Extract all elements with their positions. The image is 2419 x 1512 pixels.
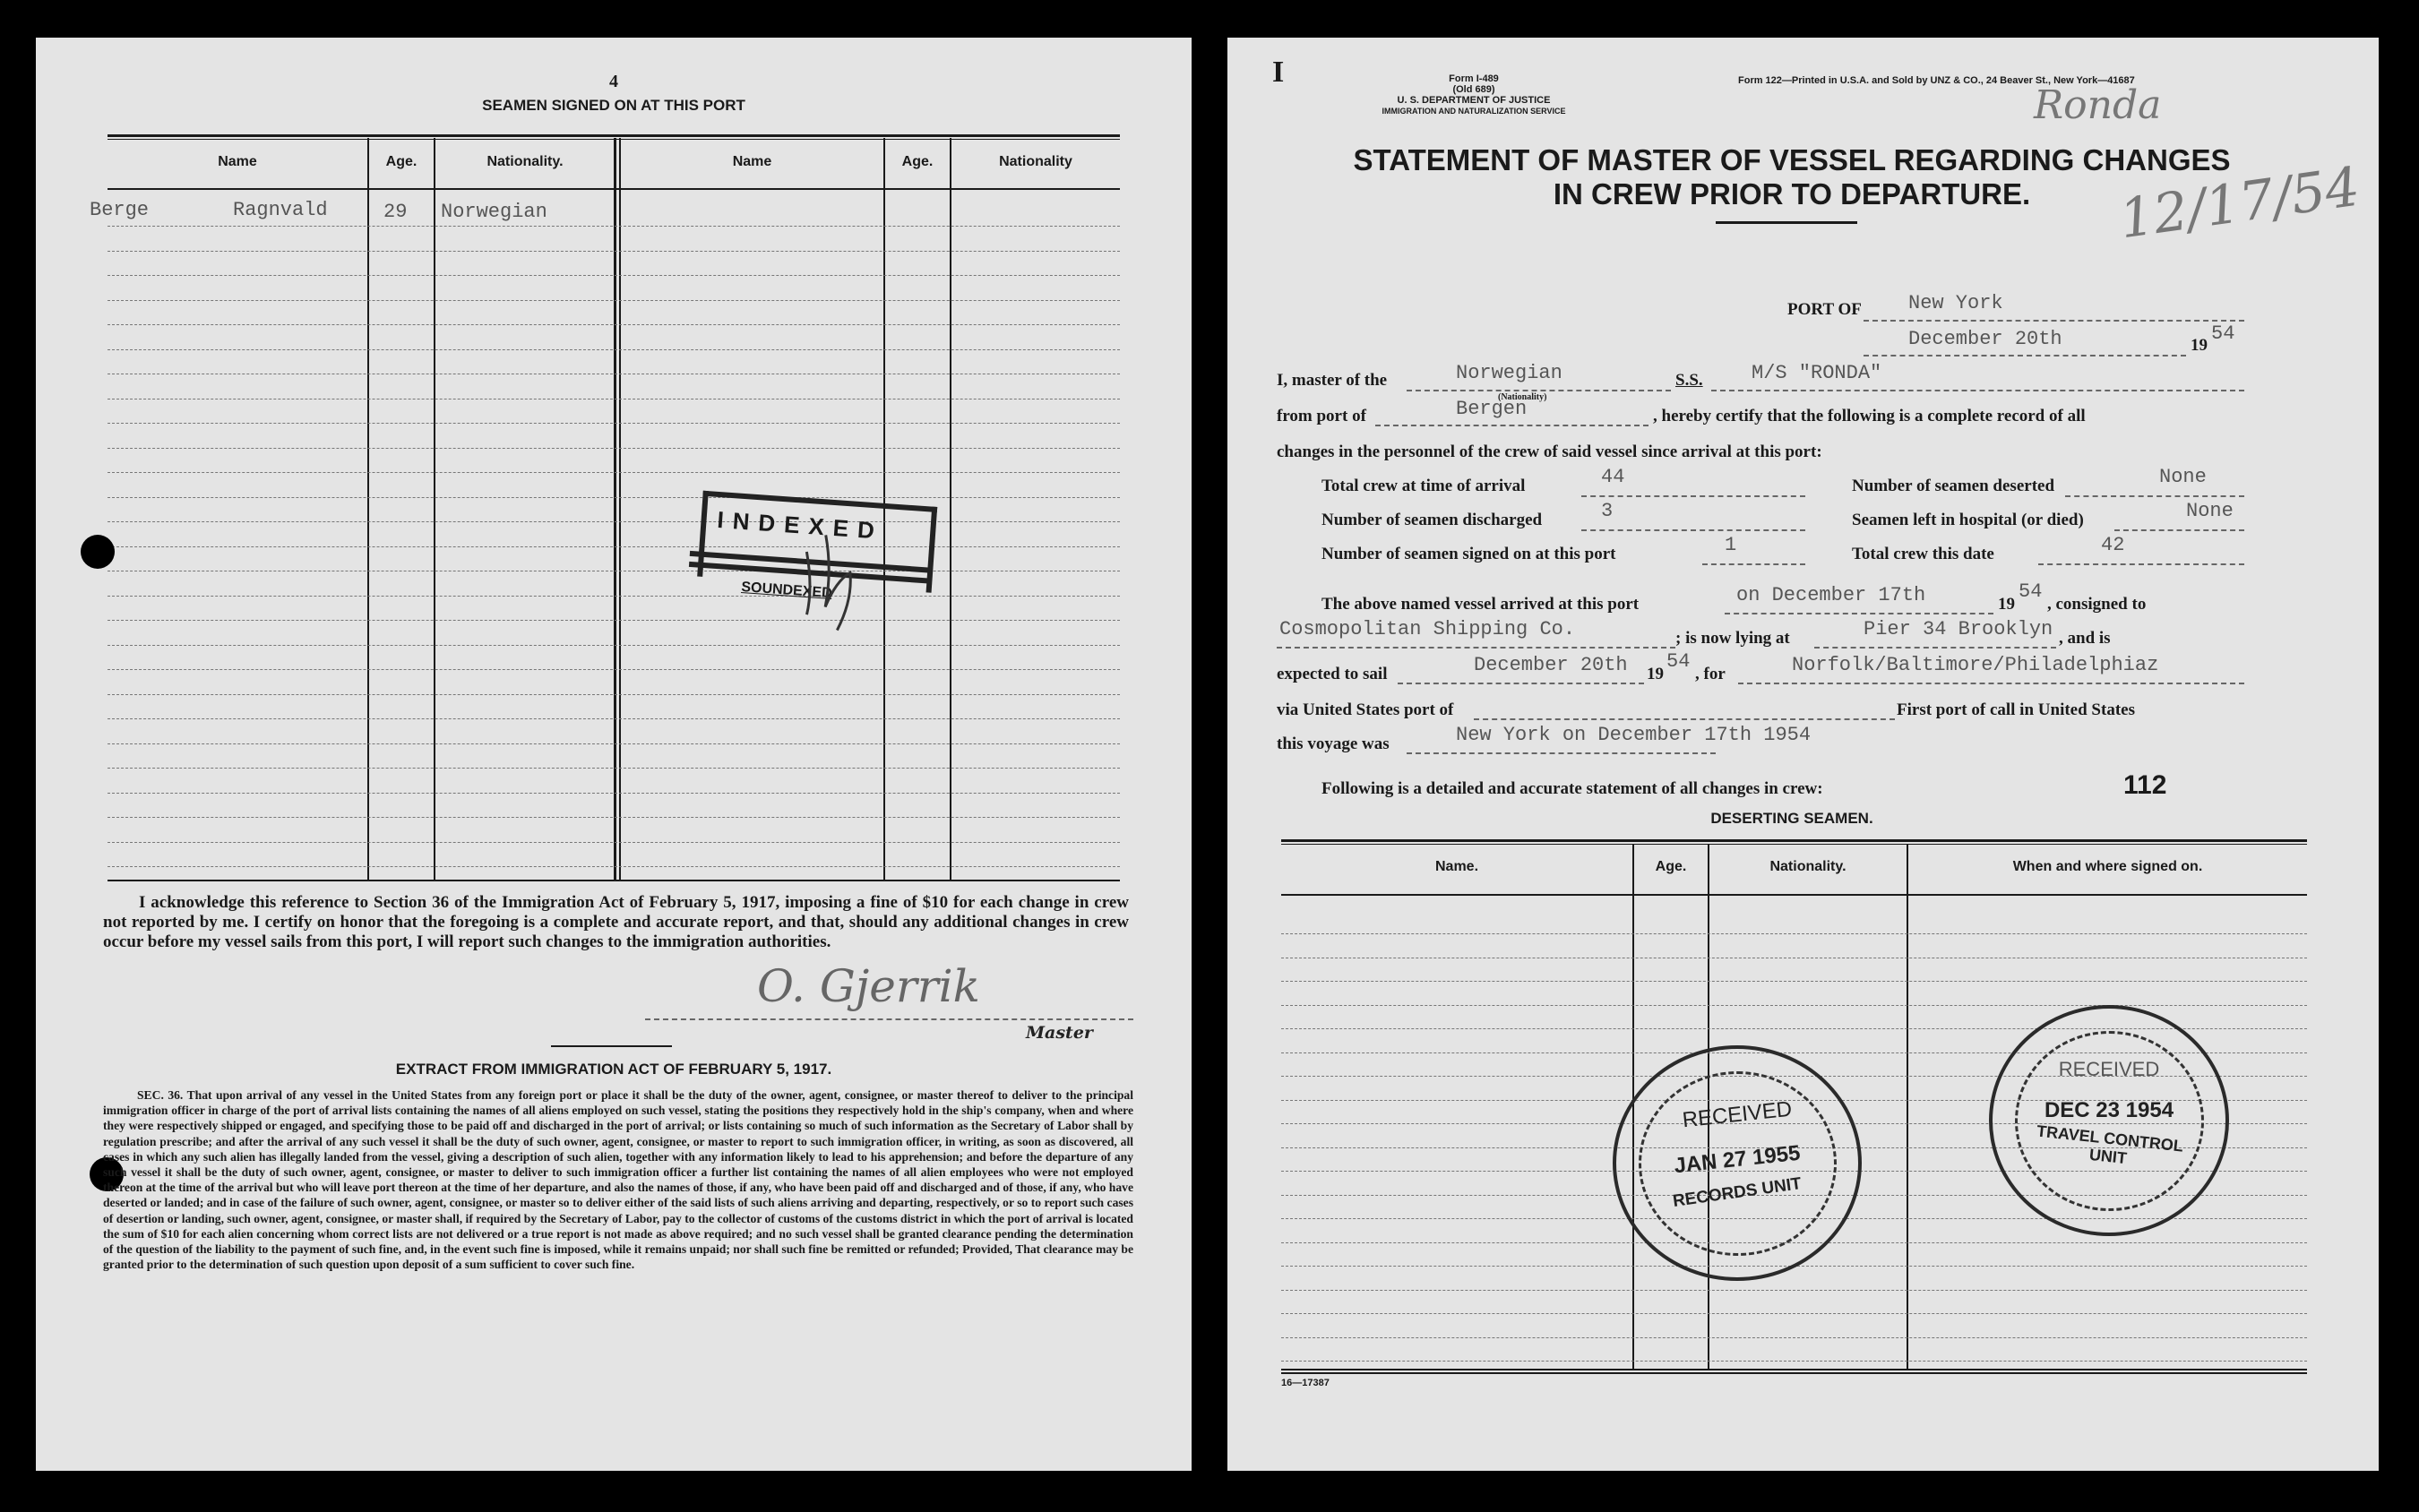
acknowledgement-text: I acknowledge this reference to Section 36 of the Immigration Act of February 5, 1917, imposing a fine of $10 for each change in crew not reported by me. I certify on honor that the foregoing is a complete and accurate report, and that, should any additional changes in crew occur before my vessel sails from this port, I will report such changes to the immigration authorities.	[103, 893, 1129, 951]
vessel-name: M/S "RONDA"	[1752, 362, 1882, 384]
col-header-deserter-nationality: Nationality.	[1769, 859, 1847, 874]
row-line	[108, 645, 1120, 646]
indexed-stamp	[695, 491, 944, 624]
handwritten-ship-name: Ronda	[2034, 82, 2162, 128]
printer-line: Form 122—Printed in U.S.A. and Sold by UNZ & CO., 24 Beaver St., New York—41687	[1738, 75, 2135, 86]
form-title-line1: STATEMENT OF MASTER OF VESSEL REGARDING CHANGES	[1353, 143, 2231, 176]
col-header-deserter-name: Name.	[1434, 859, 1479, 874]
voyage-value: New York on December 17th 1954	[1456, 724, 1812, 746]
right-page	[1227, 38, 2379, 1471]
row-line	[108, 226, 1120, 227]
row-line	[108, 793, 1120, 794]
received-stamp-records-unit	[1613, 1045, 1862, 1281]
stat-total-crew-arrival-value: 44	[1601, 466, 1625, 488]
stat-total-crew-label: Total crew this date	[1852, 545, 1994, 563]
row-line	[108, 423, 1120, 424]
destination: Norfolk/Baltimore/Philadelphiaz	[1792, 654, 2159, 676]
col-header-age: Age.	[385, 154, 418, 169]
consigned-label: , consigned to	[2047, 595, 2147, 614]
year-prefix: 19	[2191, 336, 2208, 355]
form-title-line2: IN CREW PRIOR TO DEPARTURE.	[1553, 177, 2031, 210]
row-line	[108, 546, 1120, 547]
changes-text: changes in the personnel of the crew of said vessel since arrival at this port:	[1277, 442, 1822, 461]
row-line	[108, 743, 1120, 744]
statement-date: December 20th	[1908, 328, 2062, 350]
lying-label: ; is now lying at	[1675, 629, 1790, 648]
row-line	[1281, 1361, 2307, 1362]
stamp2-received: RECEIVED	[2058, 1058, 2160, 1080]
form-number: Form I-489	[1449, 73, 1499, 84]
following-label: Following is a detailed and accurate statement of all changes in crew:	[1321, 779, 1823, 798]
sail-date: December 20th	[1474, 654, 1628, 676]
stat-discharged-label: Number of seamen discharged	[1321, 511, 1543, 529]
received-stamp-travel-control	[1989, 1005, 2229, 1236]
stat-hospital-label: Seamen left in hospital (or died)	[1852, 511, 2084, 529]
sail-year-prefix: 19	[1647, 665, 1664, 683]
col-header-nationality-2: Nationality	[999, 154, 1072, 169]
row-line	[108, 866, 1120, 867]
old-form-number: (Old 689)	[1452, 84, 1495, 95]
pier-location: Pier 34 Brooklyn	[1864, 618, 2053, 640]
stat-total-crew-value: 42	[2101, 534, 2125, 556]
form-title	[1277, 143, 2307, 211]
master-signature: O. Gjerrik	[757, 960, 980, 1012]
year-suffix: 54	[2211, 322, 2235, 345]
page-count: 112	[2123, 770, 2167, 800]
and-is-label: , and is	[2059, 629, 2111, 648]
from-port-value: Bergen	[1456, 398, 1528, 420]
row-line	[108, 669, 1120, 670]
left-page	[36, 38, 1192, 1471]
arrival-year-prefix: 19	[1998, 595, 2015, 614]
sail-year-suffix: 54	[1666, 650, 1691, 673]
deserting-title: DESERTING SEAMEN.	[1710, 810, 1873, 827]
certify-text: , hereby certify that the following is a complete record of all	[1653, 407, 2086, 425]
arrived-date: on December 17th	[1736, 584, 1926, 606]
row-line	[108, 817, 1120, 818]
col-header-name: Name	[218, 154, 257, 169]
port-label: PORT OF	[1787, 300, 1862, 319]
department-name: U. S. DEPARTMENT OF JUSTICE	[1397, 95, 1551, 106]
form-header	[1380, 73, 1568, 116]
stat-hospital-value: None	[2186, 500, 2234, 522]
row-line	[108, 448, 1120, 449]
row-line	[108, 497, 1120, 498]
handwritten-date: 12/17/54	[2115, 155, 2364, 252]
row-line	[1281, 933, 2307, 934]
stat-deserted-label: Number of seamen deserted	[1852, 477, 2055, 495]
soundexed-label: SOUNDEXED	[740, 579, 833, 602]
row-line	[108, 300, 1120, 301]
entry-nationality: Norwegian	[441, 201, 547, 223]
binder-hole	[81, 535, 115, 569]
row-line	[108, 694, 1120, 695]
from-port-label: from port of	[1277, 407, 1366, 425]
row-line	[108, 275, 1120, 276]
row-line	[1281, 1337, 2307, 1338]
row-line	[108, 718, 1120, 719]
first-port-label: First port of call in United States	[1897, 700, 2135, 719]
row-line	[108, 324, 1120, 325]
stamp2-date: DEC 23 1954	[2044, 1098, 2174, 1122]
nationality-caption: (Nationality)	[1498, 392, 1547, 402]
port-value: New York	[1908, 292, 2003, 314]
row-line	[108, 620, 1120, 621]
consignee: Cosmopolitan Shipping Co.	[1279, 618, 1576, 640]
vessel-type: S.S.	[1675, 371, 1703, 390]
entry-age: 29	[383, 201, 408, 223]
row-line	[1281, 981, 2307, 982]
entry-given-name: Ragnvald	[233, 199, 328, 221]
stat-discharged-value: 3	[1601, 500, 1614, 522]
stamp2-unit: TRAVEL CONTROL UNIT	[2036, 1121, 2184, 1168]
initials-scribble	[783, 515, 872, 637]
extract-text: SEC. 36. That upon arrival of any vessel in the United States from any foreign port or place it shall be the duty of the owner, agent, consignee, or master thereof to deliver to the principal immigration officer in charge of the port of arrival lists containing the names of all aliens employed on such vessel, stating the positions they respectively hold in the ship's company, when and where they were respectively shipped or engaged, and specifying those to be paid off and discharged in the port of arrival; or lists containing so much of such information as the Secretary of Labor shall by regulation prescribe; and after the arrival of any such vessel it shall be the duty of such owner, agent, consignee, or master to report to such immigration officer, in writing, as soon as discovered, all cases in which any such alien has illegally landed from the vessel, giving a description of such alien, together with any information likely to lead to his apprehension; and before the departure of any such vessel it shall be the duty of such owner, agent, consignee, or master to deliver to such immigration officer a further list containing the names of all alien employees who were not employed thereon at the time of the arrival but who will leave port thereon at the time of her departure, and also the names of those, if any, who have been paid off and discharged and of those, if any, who have deserted or landed; and in case of the failure of such owner, agent, consignee, or master so to deliver either of the said lists of such aliens arriving and departing, respectively, or so to report such cases of desertion or landing, such owner, agent, consignee, or master shall, if required by the Secretary of Labor, pay to the collector of customs of the customs district in which the port of arrival is located the sum of $10 for each alien concerning whom correct lists are not delivered or a true report is not made as above required; and no such vessel shall be granted clearance pending the determination of the question of the liability to the payment of such fine, and, in the event such fine is imposed, while it remains unpaid; nor shall such fine be remitted or refunded; Provided, That clearance may be granted prior to the determination of such question upon deposit of a sum sufficient to cover such fine.	[103, 1088, 1133, 1272]
corner-mark: I	[1272, 56, 1285, 89]
arrival-year-suffix: 54	[2019, 580, 2043, 603]
row-line	[1281, 1313, 2307, 1314]
stat-total-crew-arrival-label: Total crew at time of arrival	[1321, 477, 1526, 495]
row-line	[108, 521, 1120, 522]
via-label: via United States port of	[1277, 700, 1454, 719]
for-label: , for	[1695, 665, 1726, 683]
extract-title: EXTRACT FROM IMMIGRATION ACT OF FEBRUARY 5, 1917.	[395, 1061, 832, 1078]
stat-deserted-value: None	[2159, 466, 2207, 488]
expected-label: expected to sail	[1277, 665, 1388, 683]
row-line	[108, 251, 1120, 252]
arrived-label: The above named vessel arrived at this port	[1321, 595, 1640, 614]
section-title: SEAMEN SIGNED ON AT THIS PORT	[482, 97, 745, 114]
row-line	[108, 349, 1120, 350]
master-of-label: I, master of the	[1277, 371, 1388, 390]
entry-surname: Berge	[90, 199, 150, 221]
service-name: IMMIGRATION AND NATURALIZATION SERVICE	[1382, 107, 1566, 116]
row-line	[108, 596, 1120, 597]
indexed-label: INDEXED	[716, 505, 884, 545]
master-label: Master	[1026, 1023, 1093, 1043]
stat-signed-on-label: Number of seamen signed on at this port	[1321, 545, 1616, 563]
row-line	[1281, 1290, 2307, 1291]
nationality-value: Norwegian	[1456, 362, 1562, 384]
col-header-nationality: Nationality.	[486, 154, 564, 169]
row-line	[108, 768, 1120, 769]
stamp1-date: JAN 27 1955	[1673, 1140, 1802, 1179]
page-number: 4	[609, 72, 618, 91]
voyage-label: this voyage was	[1277, 735, 1390, 753]
stamp1-received: RECEIVED	[1681, 1096, 1794, 1133]
col-header-signed-on: When and where signed on.	[2012, 859, 2203, 874]
row-line	[108, 842, 1120, 843]
col-header-deserter-age: Age.	[1655, 859, 1687, 874]
col-header-name-2: Name	[732, 154, 772, 169]
footer-code: 16—17387	[1281, 1378, 1330, 1388]
col-header-age-2: Age.	[901, 154, 934, 169]
row-line	[108, 472, 1120, 473]
stat-signed-on-value: 1	[1725, 534, 1737, 556]
stamp1-unit: RECORDS UNIT	[1671, 1174, 1803, 1211]
row-line	[1281, 1005, 2307, 1006]
